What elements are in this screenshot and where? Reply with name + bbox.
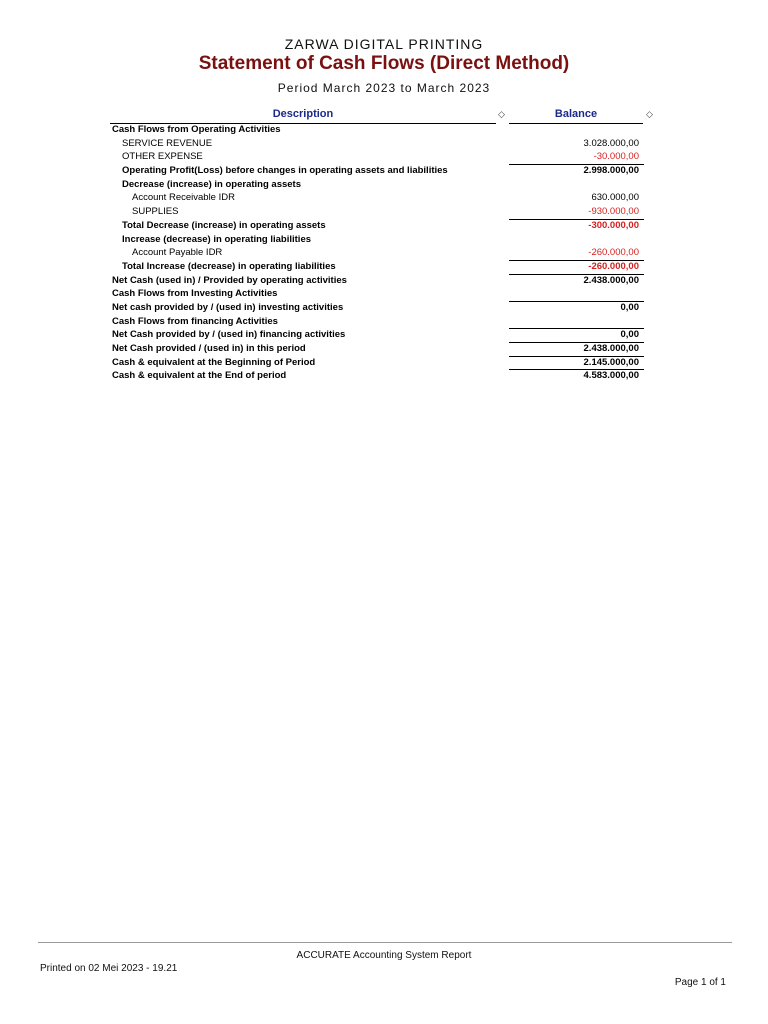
row-balance: -260.000,00 bbox=[588, 260, 639, 272]
row-description: Net cash provided by / (used in) investing activities bbox=[112, 301, 344, 313]
row-description: Total Decrease (increase) in operating assets bbox=[122, 219, 326, 231]
row-balance: -300.000,00 bbox=[588, 219, 639, 231]
row-balance: 0,00 bbox=[620, 329, 639, 341]
row-description: Account Payable IDR bbox=[132, 247, 223, 259]
footer-system-name: ACCURATE Accounting System Report bbox=[296, 950, 472, 961]
row-description: SUPPLIES bbox=[132, 206, 179, 218]
sort-diamond-icon[interactable]: ◇ bbox=[498, 109, 505, 119]
table-row bbox=[110, 137, 644, 151]
row-description: Cash & equivalent at the Beginning of Period bbox=[112, 356, 316, 368]
table-row bbox=[110, 301, 644, 315]
cash-flow-table bbox=[110, 123, 644, 383]
table-row bbox=[110, 260, 644, 274]
row-description: Increase (decrease) in operating liabilities bbox=[122, 233, 312, 245]
row-description: Cash Flows from financing Activities bbox=[112, 315, 278, 327]
table-row bbox=[110, 356, 644, 370]
row-description: Operating Profit(Loss) before changes in operating assets and liabilities bbox=[122, 165, 448, 177]
table-row bbox=[110, 191, 644, 205]
table-row bbox=[110, 342, 644, 356]
table-row bbox=[110, 205, 644, 219]
row-balance: 2.438.000,00 bbox=[583, 274, 639, 286]
row-balance: 2.438.000,00 bbox=[583, 343, 639, 354]
row-balance: 2.145.000,00 bbox=[583, 356, 639, 368]
page-number: Page 1 of 1 bbox=[674, 977, 726, 988]
table-row bbox=[110, 233, 644, 247]
column-header-description[interactable]: Description bbox=[110, 108, 496, 124]
row-description: Net Cash (used in) / Provided by operating activities bbox=[112, 274, 347, 286]
printed-timestamp: Printed on 02 Mei 2023 - 19.21 bbox=[40, 963, 178, 974]
table-row bbox=[110, 315, 644, 329]
table-row bbox=[110, 328, 644, 342]
footer-divider bbox=[38, 942, 732, 943]
table-row bbox=[110, 123, 644, 137]
row-description: Cash & equivalent at the End of period bbox=[112, 370, 287, 382]
row-description: Cash Flows from Investing Activities bbox=[112, 288, 278, 300]
table-row bbox=[110, 369, 644, 383]
company-name: ZARWA DIGITAL PRINTING bbox=[284, 36, 484, 52]
table-row bbox=[110, 219, 644, 233]
row-balance: 3.028.000,00 bbox=[583, 137, 639, 149]
row-balance: 2.998.000,00 bbox=[583, 165, 639, 177]
row-description: Account Receivable IDR bbox=[132, 192, 235, 204]
table-row bbox=[110, 178, 644, 192]
table-row bbox=[110, 274, 644, 288]
row-balance: 4.583.000,00 bbox=[583, 370, 639, 382]
report-title: Statement of Cash Flows (Direct Method) bbox=[198, 53, 570, 74]
row-balance: 630.000,00 bbox=[591, 192, 639, 204]
table-row bbox=[110, 164, 644, 178]
row-description: SERVICE REVENUE bbox=[122, 137, 213, 149]
row-description: Total Increase (decrease) in operating liabilities bbox=[122, 260, 336, 272]
row-description: OTHER EXPENSE bbox=[122, 151, 203, 163]
column-header-balance[interactable]: Balance bbox=[509, 108, 643, 124]
table-row bbox=[110, 287, 644, 301]
table-row bbox=[110, 150, 644, 164]
row-balance: -930.000,00 bbox=[588, 206, 639, 218]
row-description: Net Cash provided / (used in) in this period bbox=[112, 343, 306, 354]
report-period: Period March 2023 to March 2023 bbox=[277, 81, 491, 95]
row-description: Decrease (increase) in operating assets bbox=[122, 178, 302, 190]
row-balance: -260.000,00 bbox=[588, 247, 639, 259]
sort-diamond-icon[interactable]: ◇ bbox=[646, 109, 653, 119]
row-description: Net Cash provided by / (used in) financing activities bbox=[112, 329, 346, 341]
row-balance: -30.000,00 bbox=[593, 151, 639, 163]
row-description: Cash Flows from Operating Activities bbox=[112, 124, 281, 135]
row-balance: 0,00 bbox=[620, 301, 639, 313]
table-row bbox=[110, 246, 644, 260]
